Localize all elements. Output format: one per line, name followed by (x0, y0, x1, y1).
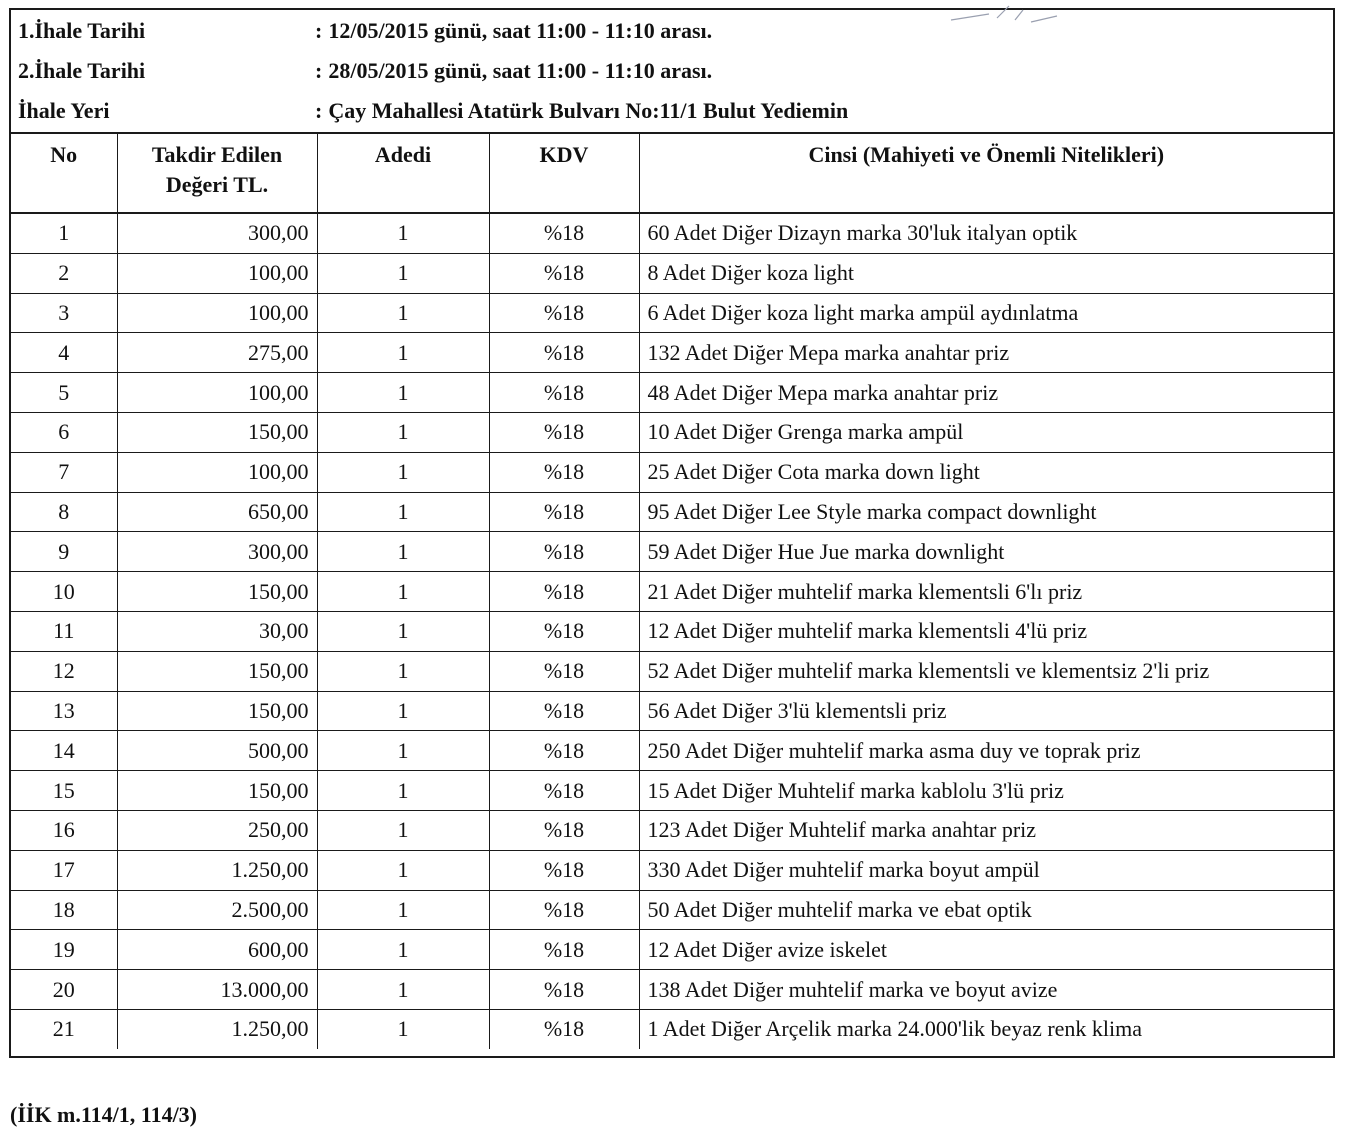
cell-desc: 59 Adet Diğer Hue Jue marka downlight (639, 532, 1333, 572)
cell-no: 20 (11, 970, 117, 1010)
cell-value: 300,00 (117, 213, 317, 253)
auction-document (9, 8, 1335, 1058)
table-row (11, 850, 1333, 890)
cell-value: 150,00 (117, 651, 317, 691)
cell-kdv: %18 (489, 492, 639, 532)
table-row (11, 572, 1333, 612)
first-auction-date-row (11, 10, 1333, 50)
table-row (11, 373, 1333, 413)
cell-desc: 15 Adet Diğer Muhtelif marka kablolu 3'lü priz (639, 771, 1333, 811)
table-row (11, 213, 1333, 253)
second-auction-date-row (11, 50, 1333, 90)
cell-value: 13.000,00 (117, 970, 317, 1010)
cell-value: 2.500,00 (117, 890, 317, 930)
table-row (11, 771, 1333, 811)
table-row (11, 333, 1333, 373)
cell-kdv: %18 (489, 611, 639, 651)
cell-kdv: %18 (489, 651, 639, 691)
cell-kdv: %18 (489, 572, 639, 612)
cell-no: 12 (11, 651, 117, 691)
cell-desc: 25 Adet Diğer Cota marka down light (639, 452, 1333, 492)
cell-desc: 95 Adet Diğer Lee Style marka compact downlight (639, 492, 1333, 532)
cell-no: 5 (11, 373, 117, 413)
cell-value: 1.250,00 (117, 850, 317, 890)
cell-qty: 1 (317, 412, 489, 452)
cell-value: 250,00 (117, 810, 317, 850)
cell-no: 2 (11, 253, 117, 293)
cell-value: 100,00 (117, 253, 317, 293)
cell-qty: 1 (317, 532, 489, 572)
table-row (11, 1009, 1333, 1048)
cell-desc: 10 Adet Diğer Grenga marka ampül (639, 412, 1333, 452)
cell-value: 150,00 (117, 771, 317, 811)
cell-no: 10 (11, 572, 117, 612)
table-row (11, 253, 1333, 293)
cell-qty: 1 (317, 890, 489, 930)
cell-value: 600,00 (117, 930, 317, 970)
cell-qty: 1 (317, 373, 489, 413)
table-row (11, 492, 1333, 532)
column-header-desc: Cinsi (Mahiyeti ve Önemli Nitelikleri) (639, 134, 1333, 213)
cell-desc: 6 Adet Diğer koza light marka ampül aydınlatma (639, 293, 1333, 333)
second-auction-date-value: : 28/05/2015 günü, saat 11:00 - 11:10 arası. (315, 58, 713, 83)
table-header-row (11, 134, 1333, 213)
table-row (11, 930, 1333, 970)
cell-value: 30,00 (117, 611, 317, 651)
first-auction-date-label: 1.İhale Tarihi (18, 18, 146, 43)
cell-value: 150,00 (117, 572, 317, 612)
cell-no: 3 (11, 293, 117, 333)
cell-qty: 1 (317, 492, 489, 532)
cell-desc: 132 Adet Diğer Mepa marka anahtar priz (639, 333, 1333, 373)
cell-kdv: %18 (489, 850, 639, 890)
table-body (11, 213, 1333, 1049)
second-auction-date-label: 2.İhale Tarihi (18, 58, 146, 83)
table-row (11, 651, 1333, 691)
legal-reference: (İİK m.114/1, 114/3) (10, 1102, 198, 1127)
cell-qty: 1 (317, 930, 489, 970)
cell-no: 14 (11, 731, 117, 771)
cell-kdv: %18 (489, 691, 639, 731)
cell-no: 4 (11, 333, 117, 373)
table-row (11, 731, 1333, 771)
cell-value: 100,00 (117, 452, 317, 492)
cell-no: 16 (11, 810, 117, 850)
auction-place-value: : Çay Mahallesi Atatürk Bulvarı No:11/1 Bulut Yediemin (315, 98, 849, 123)
cell-no: 9 (11, 532, 117, 572)
column-header-value: Takdir Edilen Değeri TL. (117, 134, 317, 213)
cell-desc: 21 Adet Diğer muhtelif marka klementsli 6'lı priz (639, 572, 1333, 612)
cell-no: 13 (11, 691, 117, 731)
cell-kdv: %18 (489, 532, 639, 572)
table-row (11, 293, 1333, 333)
cell-no: 1 (11, 213, 117, 253)
cell-qty: 1 (317, 452, 489, 492)
cell-desc: 123 Adet Diğer Muhtelif marka anahtar priz (639, 810, 1333, 850)
table-row (11, 611, 1333, 651)
table-row (11, 452, 1333, 492)
cell-kdv: %18 (489, 373, 639, 413)
cell-qty: 1 (317, 771, 489, 811)
cell-no: 6 (11, 412, 117, 452)
cell-qty: 1 (317, 213, 489, 253)
cell-desc: 50 Adet Diğer muhtelif marka ve ebat optik (639, 890, 1333, 930)
first-auction-date-value: : 12/05/2015 günü, saat 11:00 - 11:10 arası. (315, 18, 713, 43)
cell-desc: 56 Adet Diğer 3'lü klementsli priz (639, 691, 1333, 731)
cell-desc: 48 Adet Diğer Mepa marka anahtar priz (639, 373, 1333, 413)
cell-desc: 138 Adet Diğer muhtelif marka ve boyut avize (639, 970, 1333, 1010)
cell-desc: 12 Adet Diğer avize iskelet (639, 930, 1333, 970)
cell-qty: 1 (317, 850, 489, 890)
cell-desc: 250 Adet Diğer muhtelif marka asma duy ve toprak priz (639, 731, 1333, 771)
table-row (11, 970, 1333, 1010)
cell-no: 17 (11, 850, 117, 890)
cell-kdv: %18 (489, 213, 639, 253)
auction-place-row (11, 90, 1333, 130)
cell-value: 100,00 (117, 373, 317, 413)
cell-kdv: %18 (489, 1009, 639, 1048)
cell-no: 19 (11, 930, 117, 970)
cell-value: 500,00 (117, 731, 317, 771)
cell-no: 8 (11, 492, 117, 532)
cell-kdv: %18 (489, 731, 639, 771)
cell-value: 300,00 (117, 532, 317, 572)
cell-kdv: %18 (489, 930, 639, 970)
auction-place-label: İhale Yeri (18, 98, 110, 123)
cell-qty: 1 (317, 970, 489, 1010)
column-header-kdv: KDV (489, 134, 639, 213)
cell-kdv: %18 (489, 293, 639, 333)
cell-desc: 8 Adet Diğer koza light (639, 253, 1333, 293)
cell-no: 15 (11, 771, 117, 811)
table-row (11, 890, 1333, 930)
cell-no: 18 (11, 890, 117, 930)
cell-qty: 1 (317, 333, 489, 373)
cell-qty: 1 (317, 611, 489, 651)
cell-desc: 12 Adet Diğer muhtelif marka klementsli 4'lü priz (639, 611, 1333, 651)
cell-qty: 1 (317, 651, 489, 691)
column-header-no: No (11, 134, 117, 213)
cell-qty: 1 (317, 810, 489, 850)
table-row (11, 810, 1333, 850)
cell-qty: 1 (317, 572, 489, 612)
cell-value: 100,00 (117, 293, 317, 333)
cell-qty: 1 (317, 293, 489, 333)
cell-qty: 1 (317, 1009, 489, 1048)
cell-desc: 52 Adet Diğer muhtelif marka klementsli ve klementsiz 2'li priz (639, 651, 1333, 691)
cell-value: 650,00 (117, 492, 317, 532)
cell-qty: 1 (317, 253, 489, 293)
cell-kdv: %18 (489, 771, 639, 811)
cell-kdv: %18 (489, 333, 639, 373)
table-row (11, 412, 1333, 452)
cell-kdv: %18 (489, 890, 639, 930)
cell-value: 275,00 (117, 333, 317, 373)
cell-qty: 1 (317, 691, 489, 731)
cell-no: 21 (11, 1009, 117, 1048)
table-row (11, 532, 1333, 572)
auction-info-header (11, 10, 1333, 134)
column-header-qty: Adedi (317, 134, 489, 213)
table-row (11, 691, 1333, 731)
cell-kdv: %18 (489, 970, 639, 1010)
auction-items-table (11, 134, 1333, 1049)
cell-desc: 60 Adet Diğer Dizayn marka 30'luk italyan optik (639, 213, 1333, 253)
cell-desc: 1 Adet Diğer Arçelik marka 24.000'lik beyaz renk klima (647, 1016, 1143, 1042)
cell-desc: 330 Adet Diğer muhtelif marka boyut ampül (639, 850, 1333, 890)
cell-kdv: %18 (489, 253, 639, 293)
cell-value: 150,00 (117, 412, 317, 452)
cell-kdv: %18 (489, 452, 639, 492)
cell-value: 1.250,00 (117, 1009, 317, 1048)
cell-no: 7 (11, 452, 117, 492)
cell-value: 150,00 (117, 691, 317, 731)
cell-kdv: %18 (489, 810, 639, 850)
cell-kdv: %18 (489, 412, 639, 452)
cell-qty: 1 (317, 731, 489, 771)
cell-no: 11 (11, 611, 117, 651)
